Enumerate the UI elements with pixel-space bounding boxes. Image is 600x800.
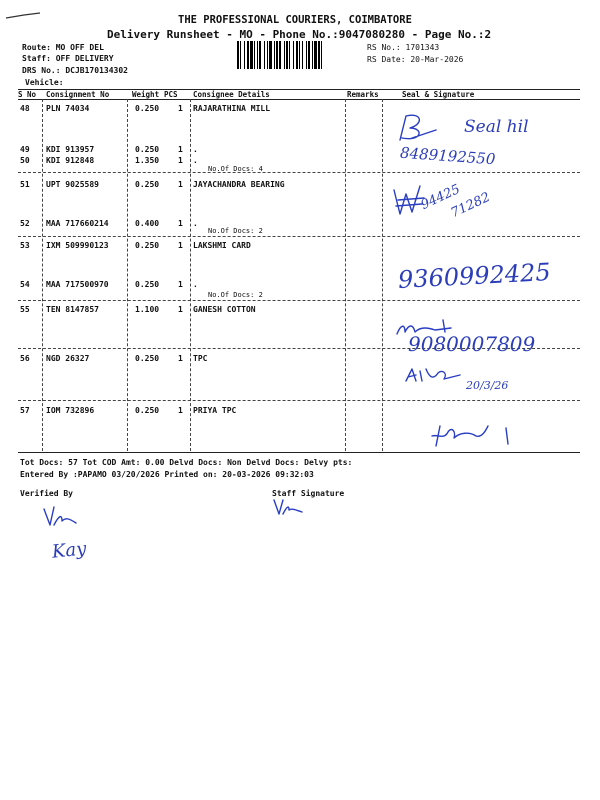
col-seal: Seal & Signature xyxy=(402,90,475,99)
row-weight: 0.250 xyxy=(135,104,160,113)
row-sno: 57 xyxy=(20,406,30,415)
footer-rule xyxy=(18,452,580,453)
row-sno: 54 xyxy=(20,280,30,289)
row-weight: 0.250 xyxy=(135,241,160,250)
row-consignment: IXM 509990123 xyxy=(46,241,109,250)
row-pcs: 1 xyxy=(178,354,183,363)
row-sno: 55 xyxy=(20,305,30,314)
runsheet-title: Delivery Runsheet - MO - Phone No.:9047080280 - Page No.:2 xyxy=(107,28,492,41)
barcode-bar xyxy=(314,41,317,69)
row-weight: 0.250 xyxy=(135,180,160,189)
row-pcs: 1 xyxy=(178,219,183,228)
barcode xyxy=(236,41,363,69)
row-consignment: KDI 913957 xyxy=(46,145,95,154)
row-weight: 0.250 xyxy=(135,406,160,415)
drs-label: DRS No.: DCJB170134302 xyxy=(22,66,128,75)
row-weight: 0.250 xyxy=(135,145,160,154)
row-pcs: 1 xyxy=(178,180,183,189)
rs-number: RS No.: 1701343 xyxy=(367,43,440,52)
barcode-bar xyxy=(240,41,241,69)
row-pcs: 1 xyxy=(178,241,183,250)
signature-row57 xyxy=(430,422,516,450)
barcode-bar xyxy=(244,41,245,69)
col-sno: S No xyxy=(18,90,37,99)
no-of-docs: No.Of Docs: 2 xyxy=(208,291,263,299)
row-pcs: 1 xyxy=(178,156,183,165)
row-separator xyxy=(18,400,580,401)
signature-verified xyxy=(40,505,80,529)
row-sno: 48 xyxy=(20,104,30,113)
signature-staff xyxy=(272,498,304,518)
barcode-bar xyxy=(299,41,300,69)
row-consignee: LAKSHMI CARD xyxy=(193,241,251,250)
verified-by-label: Verified By xyxy=(20,489,73,498)
col-pcs: PCS xyxy=(164,90,178,99)
row-pcs: 1 xyxy=(178,406,183,415)
row-consignee: JAYACHANDRA BEARING xyxy=(193,180,285,189)
barcode-bar xyxy=(247,41,249,69)
row-sno: 56 xyxy=(20,354,30,363)
route-label: Route: MO OFF DEL xyxy=(22,43,104,52)
col-divider xyxy=(345,99,346,451)
barcode-bar xyxy=(321,41,322,69)
col-divider xyxy=(127,99,128,451)
row-consignee: RAJARATHINA MILL xyxy=(193,104,271,113)
handwriting-r56: 20/3/26 xyxy=(466,379,509,392)
row-weight: 1.350 xyxy=(135,156,160,165)
signature-row56 xyxy=(404,365,464,387)
row-weight: 0.400 xyxy=(135,219,160,228)
barcode-bar xyxy=(296,41,298,69)
header-rule-bottom xyxy=(18,99,580,100)
col-divider xyxy=(42,99,43,451)
row-separator xyxy=(18,236,580,237)
barcode-bar xyxy=(306,41,307,69)
row-pcs: 1 xyxy=(178,104,183,113)
row-separator xyxy=(18,300,580,301)
row-weight: 1.100 xyxy=(135,305,160,314)
barcode-bar xyxy=(312,41,313,69)
row-consignment: IOM 732896 xyxy=(46,406,95,415)
row-consignee: TPC xyxy=(193,354,208,363)
pen-mark xyxy=(4,10,44,24)
handwriting-r51: 94425 xyxy=(418,181,463,214)
barcode-bar xyxy=(269,41,272,69)
rs-date: RS Date: 20-Mar-2026 xyxy=(367,55,464,64)
handwriting-r55: 9080007809 xyxy=(408,332,536,356)
row-sno: 49 xyxy=(20,145,30,154)
signature-row48 xyxy=(392,108,442,146)
handwriting-verified-2: Kay xyxy=(50,538,88,563)
col-consignee: Consignee Details xyxy=(193,90,270,99)
vehicle-label: Vehicle: xyxy=(25,78,64,87)
col-weight: Weight xyxy=(132,90,160,99)
handwriting-r48: Seal hil xyxy=(464,117,529,137)
col-divider xyxy=(382,99,383,451)
row-consignment: KDI 912848 xyxy=(46,156,95,165)
barcode-bar xyxy=(286,41,288,69)
barcode-bar xyxy=(274,41,275,69)
barcode-bars xyxy=(236,41,363,69)
row-consignment: NGD 26327 xyxy=(46,354,90,363)
row-consignment: TEN 8147857 xyxy=(46,305,99,314)
col-remarks: Remarks xyxy=(347,90,379,99)
entered-by: Entered By :PAPAMO 03/20/2026 Printed on: 20-03-2026 09:32:03 xyxy=(20,470,314,479)
row-separator xyxy=(18,172,580,173)
row-consignment: MAA 717660214 xyxy=(46,219,109,228)
barcode-bar xyxy=(308,41,310,69)
barcode-bar xyxy=(276,41,278,69)
row-consignment: MAA 717500970 xyxy=(46,280,109,289)
col-consignment: Consignment No xyxy=(46,90,110,99)
barcode-bar xyxy=(254,41,255,69)
col-divider xyxy=(190,99,191,451)
company-title: THE PROFESSIONAL COURIERS, COIMBATORE xyxy=(178,14,412,26)
barcode-bar xyxy=(250,41,253,69)
row-consignee: . xyxy=(193,145,198,154)
barcode-bar xyxy=(279,41,281,69)
barcode-bar xyxy=(289,41,290,69)
staff-label: Staff: OFF DELIVERY xyxy=(22,54,114,63)
barcode-bar xyxy=(257,41,258,69)
handwriting-r48-phone: 8489192550 xyxy=(399,143,496,169)
barcode-bar xyxy=(302,41,303,69)
barcode-bar xyxy=(284,41,285,69)
staff-signature-label: Staff Signature xyxy=(272,489,345,498)
barcode-bar xyxy=(318,41,320,69)
row-consignee: GANESH COTTON xyxy=(193,305,256,314)
row-consignee: . xyxy=(193,219,198,228)
handwriting-r51b: 71282 xyxy=(448,189,493,222)
totals-line: Tot Docs: 57 Tot COD Amt: 0.00 Delvd Docs: Non Delvd Docs: Delvy pts: xyxy=(20,458,353,467)
row-sno: 52 xyxy=(20,219,30,228)
no-of-docs: No.Of Docs: 4 xyxy=(208,165,263,173)
row-consignee: . xyxy=(193,156,198,165)
barcode-bar xyxy=(237,41,239,69)
barcode-bar xyxy=(259,41,261,69)
no-of-docs: No.Of Docs: 2 xyxy=(208,227,263,235)
row-sno: 51 xyxy=(20,180,30,189)
row-sno: 53 xyxy=(20,241,30,250)
row-pcs: 1 xyxy=(178,280,183,289)
row-sno: 50 xyxy=(20,156,30,165)
row-weight: 0.250 xyxy=(135,280,160,289)
barcode-bar xyxy=(267,41,268,69)
row-consignee: . xyxy=(193,280,198,289)
handwriting-r53: 9360992425 xyxy=(397,258,552,294)
barcode-bar xyxy=(264,41,265,69)
row-consignment: PLN 74034 xyxy=(46,104,90,113)
barcode-bar xyxy=(293,41,294,69)
row-pcs: 1 xyxy=(178,305,183,314)
row-consignment: UPT 9025589 xyxy=(46,180,99,189)
row-pcs: 1 xyxy=(178,145,183,154)
row-weight: 0.250 xyxy=(135,354,160,363)
row-consignee: PRIYA TPC xyxy=(193,406,237,415)
